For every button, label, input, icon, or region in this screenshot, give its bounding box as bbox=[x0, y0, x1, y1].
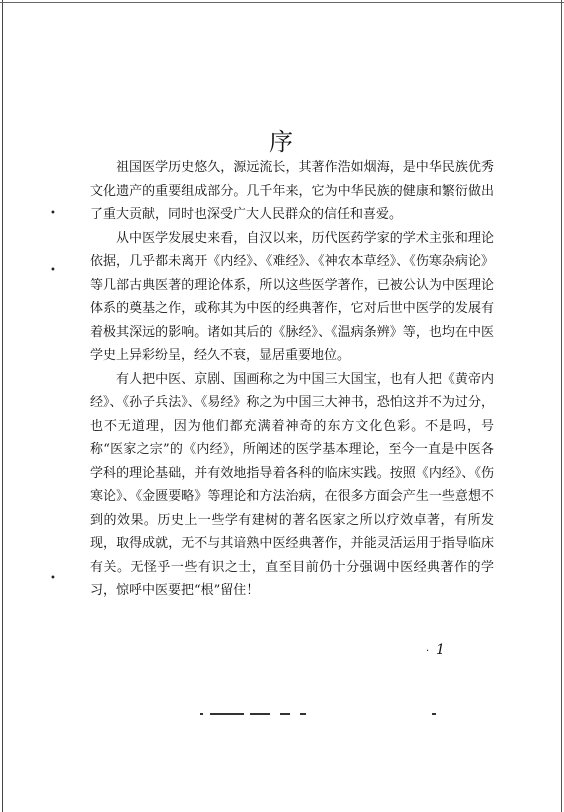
paragraph-2: 从中医学发展史来看，自汉以来，历代医药学家的学术主张和理论依据，几乎都未离开《内经》、《难经》、《神农本草经》、《伤寒杂病论》等几部古典医著的理论体系，所以这些医学著作，已被公认为中医理论体系的奠基之作，或称其为中医的经典著作，它对后世中医学的发展有着极其深远的影响。诸如其后的《脉经》、《温病条辨》等，也均在中医学史上异彩纷呈，经久不衰，显居重要地位。 bbox=[90, 230, 494, 363]
scan-mark bbox=[200, 713, 203, 715]
scan-mark bbox=[210, 713, 244, 715]
scan-mark bbox=[250, 713, 270, 715]
scan-speck: • bbox=[50, 265, 56, 276]
scan-speck: • bbox=[50, 573, 56, 584]
scan-speck: • bbox=[50, 208, 56, 219]
page-number-dot: · bbox=[426, 646, 430, 657]
scan-mark bbox=[432, 713, 436, 715]
scan-mark bbox=[300, 713, 306, 715]
page-number: 1 bbox=[436, 642, 445, 658]
preface-body bbox=[90, 156, 494, 603]
paragraph-1: 祖国医学历史悠久，源远流长，其著作浩如烟海，是中华民族优秀文化遗产的重要组成部分。几千年来，它为中华民族的健康和繁衍做出了重大贡献，同时也深受广大人民群众的信任和喜爱。 bbox=[90, 160, 494, 222]
paragraph-3: 有人把中医、京剧、国画称之为中国三大国宝，也有人把《黄帝内经》、《孙子兵法》、《易经》称之为中国三大神书，恐怕这并不为过分，也不无道理，因为他们都充满着神奇的东方文化色彩。不是吗，号称“医家之宗”的《内经》，所阐述的医学基本理论，至今一直是中医各学科的理论基础，并有效地指导着各科的临床实践。按照《内经》、《伤寒论》、《金匮要略》等理论和方法治病，在很多方面会产生一些意想不到的效果。历史上一些学有建树的著名医家之所以疗效卓著，有所发现，取得成就，无不与其谙熟中医经典著作，并能灵活运用于指导临床有关。无怪乎一些有识之士，直至目前仍十分强调中医经典著作的学习，惊呼中医要把“根”留住！ bbox=[90, 371, 494, 598]
page-title: 序 bbox=[269, 128, 295, 156]
scan-bottom-marks bbox=[200, 710, 450, 718]
scan-border-top bbox=[0, 2, 564, 3]
scan-mark bbox=[280, 713, 290, 715]
